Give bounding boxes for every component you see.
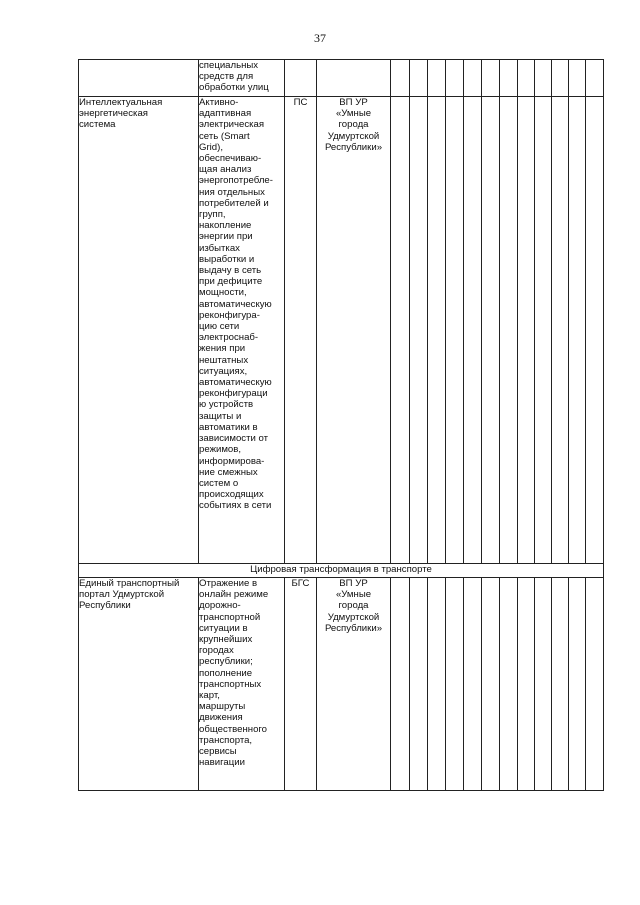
row-description-cell: Отражение в онлайн режиме дорожно- транспортной ситуации в крупнейших городах республики; пополнение транспортных карт, маршруты движения общественного транспорта, сервисы навигации bbox=[199, 578, 285, 791]
period-cell bbox=[428, 578, 446, 791]
row-program-cell bbox=[317, 60, 391, 97]
period-cell bbox=[428, 60, 446, 97]
row-code-cell: БГС bbox=[285, 578, 317, 791]
period-cell bbox=[446, 60, 464, 97]
period-cell bbox=[586, 578, 604, 791]
period-cell bbox=[482, 578, 500, 791]
row-program-cell: ВП УР «Умные города Удмуртской Республики» bbox=[317, 97, 391, 564]
period-cell bbox=[464, 97, 482, 564]
section-row bbox=[79, 564, 604, 578]
period-cell bbox=[518, 60, 535, 97]
table-row bbox=[79, 97, 604, 564]
period-cell bbox=[464, 60, 482, 97]
period-cell bbox=[482, 97, 500, 564]
period-cell bbox=[500, 578, 518, 791]
period-cell bbox=[518, 578, 535, 791]
period-cell bbox=[464, 578, 482, 791]
period-cell bbox=[535, 60, 552, 97]
period-cell bbox=[586, 60, 604, 97]
row-description-cell: специальных средств для обработки улиц bbox=[199, 60, 285, 97]
period-cell bbox=[410, 578, 428, 791]
period-cell bbox=[446, 578, 464, 791]
period-cell bbox=[518, 97, 535, 564]
row-code-cell bbox=[285, 60, 317, 97]
period-cell bbox=[535, 97, 552, 564]
period-cell bbox=[569, 578, 586, 791]
row-program-cell: ВП УР «Умные города Удмуртской Республики» bbox=[317, 578, 391, 791]
period-cell bbox=[428, 97, 446, 564]
period-cell bbox=[535, 578, 552, 791]
period-cell bbox=[391, 578, 410, 791]
page-number: 37 bbox=[314, 31, 326, 45]
table-row bbox=[79, 578, 604, 791]
section-title: Цифровая трансформация в транспорте bbox=[79, 564, 604, 578]
row-code-cell: ПС bbox=[285, 97, 317, 564]
period-cell bbox=[391, 97, 410, 564]
period-cell bbox=[500, 97, 518, 564]
period-cell bbox=[586, 97, 604, 564]
period-cell bbox=[482, 60, 500, 97]
period-cell bbox=[500, 60, 518, 97]
period-cell bbox=[569, 60, 586, 97]
program-table bbox=[78, 59, 604, 791]
table-row bbox=[79, 60, 604, 97]
row-name-cell bbox=[79, 60, 199, 97]
period-cell bbox=[410, 60, 428, 97]
period-cell bbox=[446, 97, 464, 564]
period-cell bbox=[552, 97, 569, 564]
period-cell bbox=[391, 60, 410, 97]
period-cell bbox=[552, 578, 569, 791]
period-cell bbox=[569, 97, 586, 564]
period-cell bbox=[410, 97, 428, 564]
row-description-cell: Активно- адаптивная электрическая сеть (Smart Grid), обеспечиваю- щая анализ энергопотребле- ния отдельных потребителей и групп, накопление энергии при избытках выработки и выдачу в сеть при дефиците мощности, автоматическую реконфигура- цию сети электроснаб- жения при нештатных ситуациях, автоматическую реконфигураци ю устройств защиты и автоматики в зависимости от режимов, информирова- ние смежных систем о происходящих событиях в сети bbox=[199, 97, 285, 564]
row-name-cell: Единый транспортный портал Удмуртской Республики bbox=[79, 578, 199, 791]
period-cell bbox=[552, 60, 569, 97]
row-name-cell: Интеллектуальная энергетическая система bbox=[79, 97, 199, 564]
